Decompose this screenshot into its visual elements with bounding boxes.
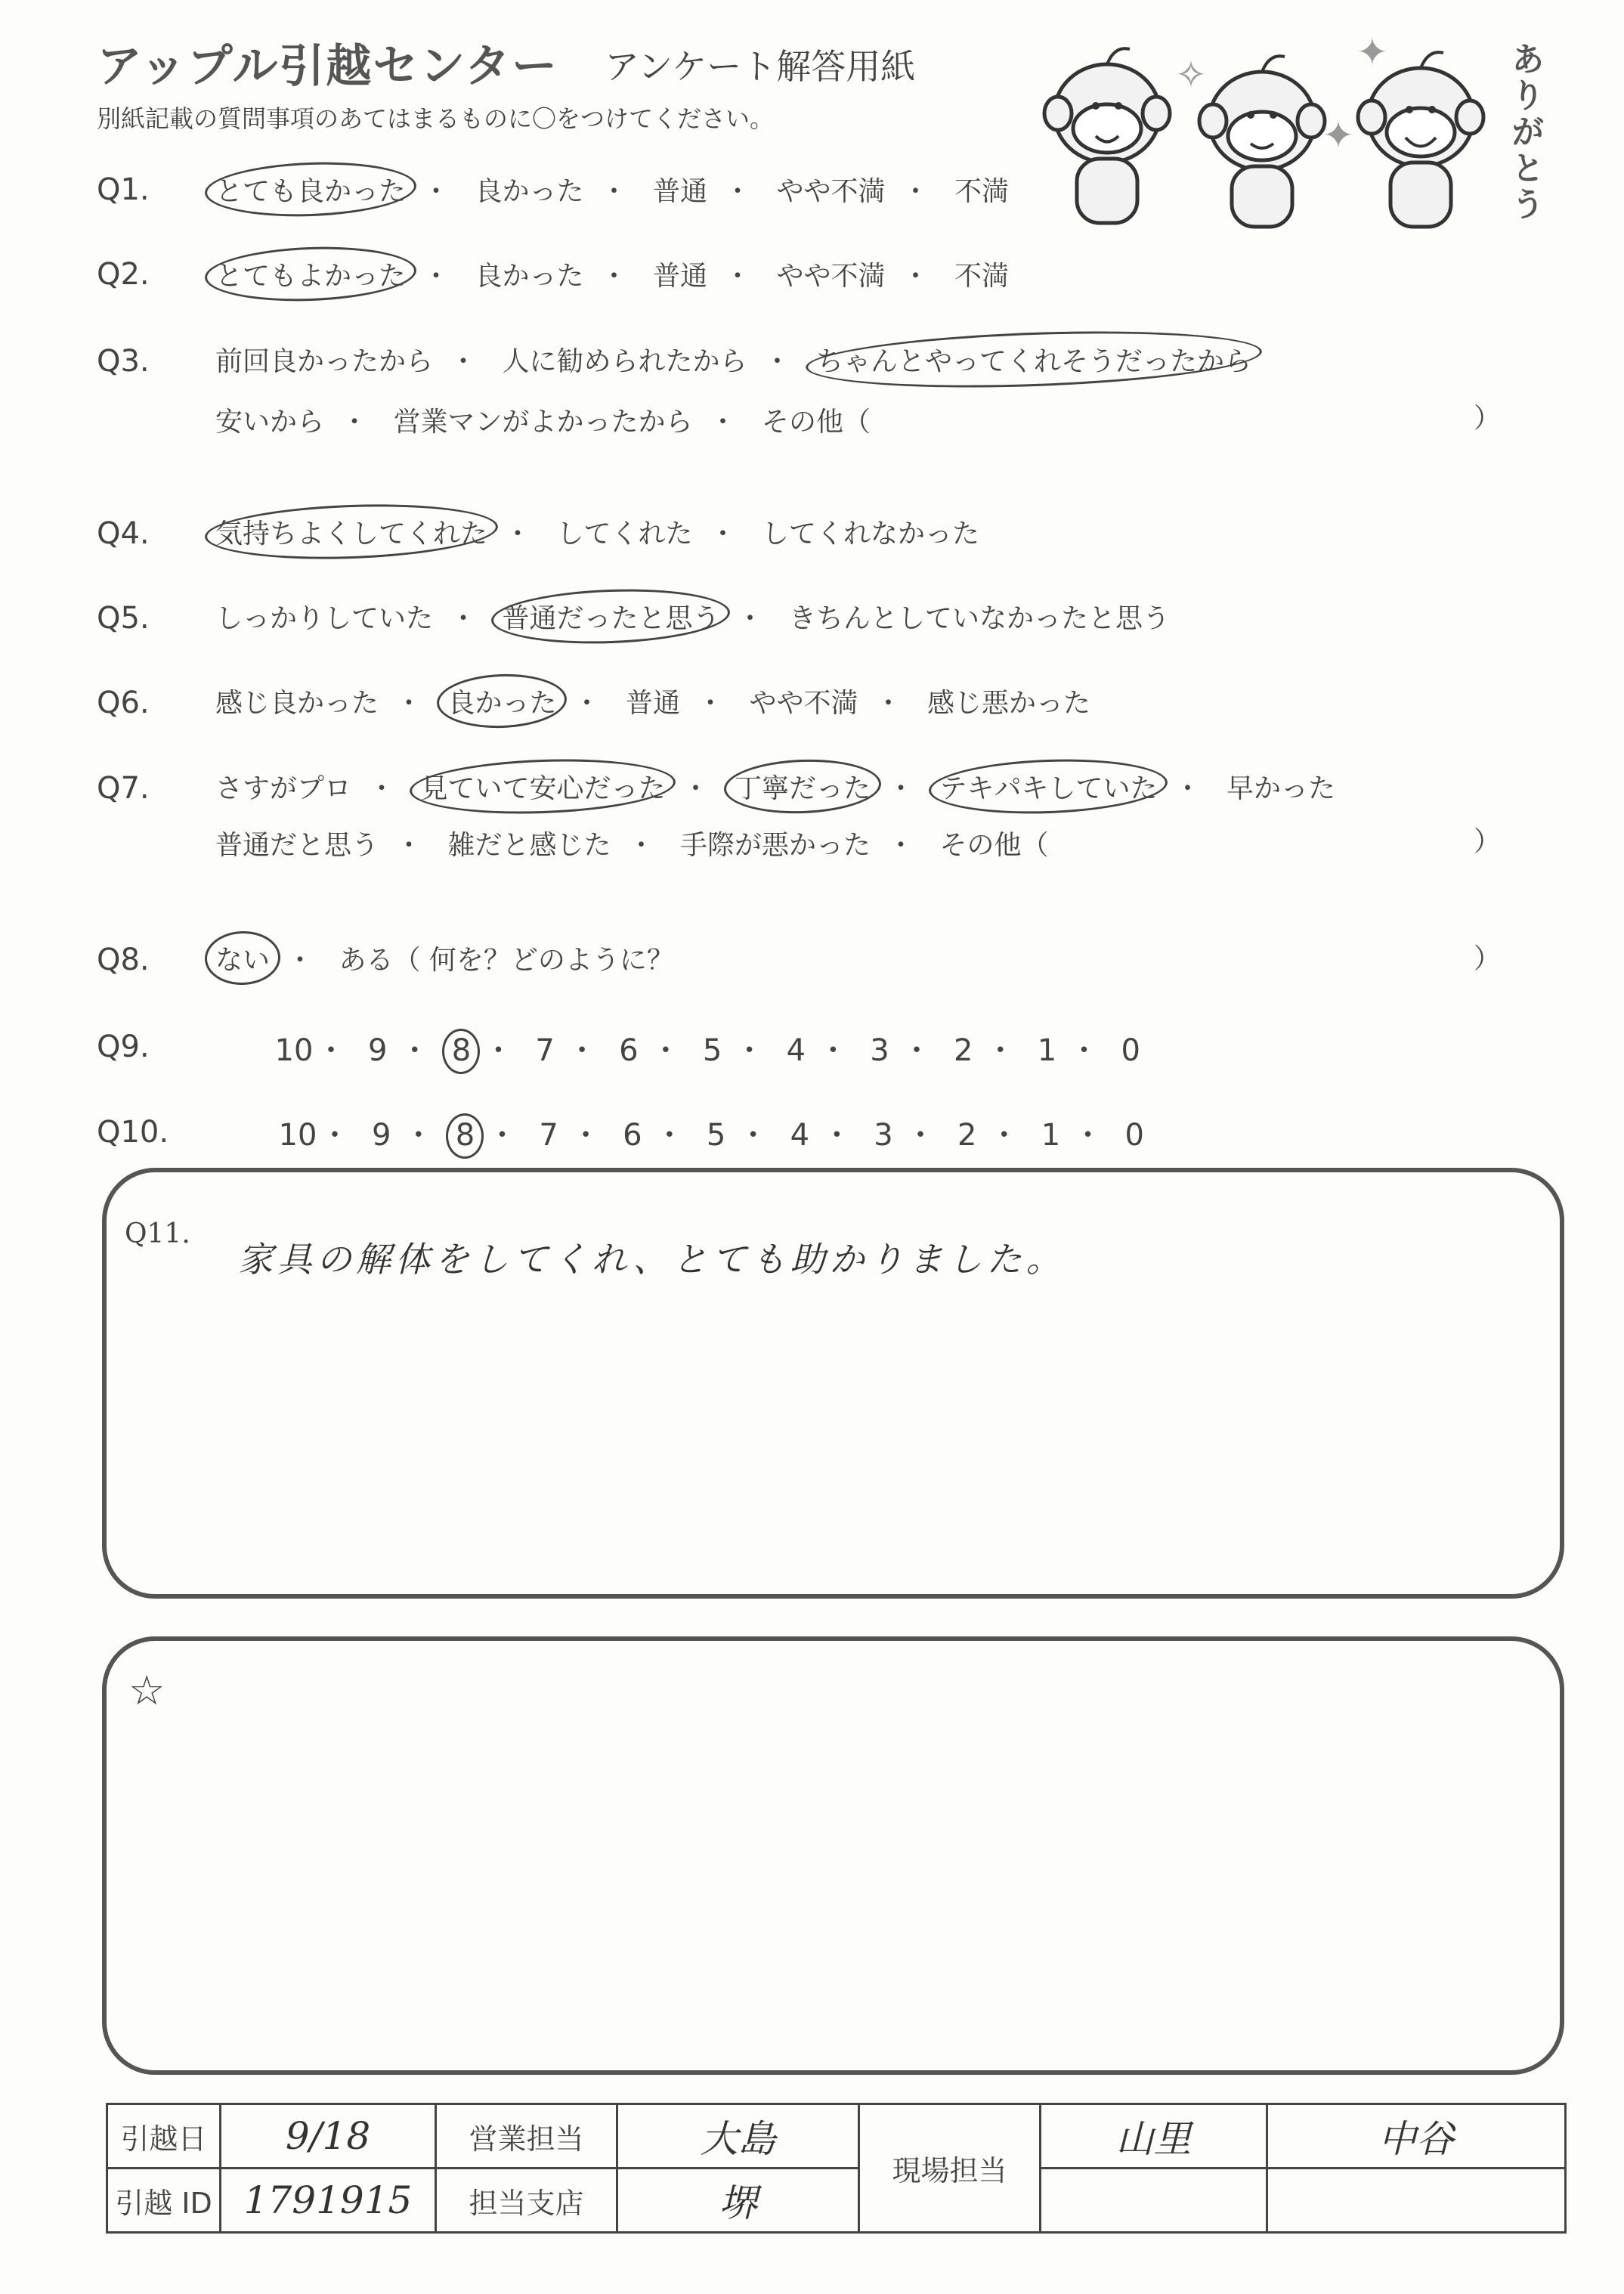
q11-label: Q11.: [125, 1218, 190, 1249]
q3-option-selected[interactable]: ちゃんとやってくれそうだったから: [816, 340, 1251, 379]
move-id-label: 引越 ID: [107, 2169, 221, 2233]
q3-paren-close: ）: [1474, 403, 1502, 434]
q2-option[interactable]: 普通: [652, 261, 707, 292]
star-icon: ☆: [128, 1667, 165, 1714]
mascot-illustration: [1035, 30, 1496, 234]
q10-score[interactable]: 10: [278, 1118, 317, 1153]
q6-option[interactable]: 普通: [625, 688, 680, 719]
q10-score-selected[interactable]: 8: [443, 1118, 487, 1153]
q1-option[interactable]: 良かった: [475, 176, 584, 207]
q11-answer: 家具の解体をしてくれ、とても助かりました。: [238, 1239, 1066, 1280]
q9-score[interactable]: 10: [274, 1033, 314, 1068]
q3-option[interactable]: 前回良かったから: [215, 346, 434, 377]
q10-score[interactable]: 1: [1041, 1118, 1061, 1153]
q5-label: Q5.: [97, 601, 150, 636]
info-table: [106, 2103, 1567, 2234]
free-comment-box[interactable]: [102, 1636, 1564, 2075]
q2-label: Q2.: [97, 257, 150, 292]
move-id-value[interactable]: 1791915: [221, 2169, 436, 2233]
q1-label: Q1.: [97, 172, 150, 207]
q4-options: 気持ちよくしてくれた ・ してくれた ・ してくれなかった: [215, 512, 979, 551]
sparkle-icon: ✧: [1175, 53, 1207, 97]
q4-option-selected[interactable]: 気持ちよくしてくれた: [215, 512, 487, 551]
mascot-caption: ありがとう: [1505, 42, 1544, 223]
instruction-text: 別紙記載の質問事項のあてはまるものに〇をつけてください。: [97, 104, 775, 133]
q3-options-line2: 安いから ・ 営業マンがよかったから ・ その他（: [215, 401, 871, 439]
q3-option[interactable]: 営業マンがよかったから: [393, 407, 693, 438]
q10-scale: 10・ 9 ・ 8 ・ 7 ・ 6 ・ 5 ・ 4 ・ 3 ・ 2 ・ 1 ・ 0: [276, 1111, 1156, 1154]
q7-option[interactable]: さすがプロ: [215, 773, 352, 804]
q8-paren-close: ）: [1474, 943, 1502, 974]
q4-option[interactable]: してくれた: [556, 519, 693, 550]
q7-option-selected[interactable]: 見ていて安心だった: [420, 767, 665, 806]
q8-option-selected[interactable]: ない: [215, 939, 270, 977]
q6-label: Q6.: [97, 686, 150, 720]
q3-option[interactable]: 人に勧められたから: [502, 346, 747, 377]
q7-option[interactable]: 早かった: [1226, 773, 1335, 804]
q7-option[interactable]: 雑だと感じた: [447, 830, 611, 861]
sparkle-icon: ✦: [1322, 113, 1354, 157]
move-date-value[interactable]: 9/18: [221, 2104, 436, 2169]
q10-score[interactable]: 3: [874, 1118, 893, 1153]
q6-option-selected[interactable]: 良かった: [447, 682, 556, 720]
site-staff-empty-cell[interactable]: [1041, 2169, 1267, 2233]
q10-score[interactable]: 2: [957, 1118, 977, 1153]
form-subtitle: アンケート解答用紙: [605, 46, 916, 87]
q7-option[interactable]: 普通だと思う: [215, 830, 379, 861]
q2-options: とてもよかった ・ 良かった ・ 普通 ・ やや不満 ・ 不満: [215, 255, 1009, 293]
q8-label: Q8.: [97, 943, 150, 977]
site-staff-label: 現場担当: [859, 2104, 1041, 2233]
q1-option[interactable]: やや不満: [776, 176, 886, 207]
q5-option[interactable]: しっかりしていた: [215, 603, 434, 634]
q10-score[interactable]: 4: [790, 1118, 810, 1153]
q10-score[interactable]: 9: [371, 1118, 391, 1153]
q2-option-selected[interactable]: とてもよかった: [215, 255, 406, 293]
q1-option[interactable]: 普通: [652, 176, 707, 207]
branch-label: 担当支店: [436, 2169, 617, 2233]
q7-option-selected[interactable]: 丁寧だった: [735, 767, 871, 806]
q8-options: ない ・ ある（ 何を？どのように？: [215, 939, 674, 977]
q3-options-line1: 前回良かったから ・ 人に勧められたから ・ ちゃんとやってくれそうだったから: [215, 340, 1251, 379]
q10-score[interactable]: 6: [623, 1118, 642, 1153]
q6-option[interactable]: 感じ良かった: [215, 688, 379, 719]
q7-label: Q7.: [97, 771, 150, 806]
q3-option[interactable]: 安いから: [215, 407, 325, 438]
sparkle-icon: ✦: [1356, 30, 1388, 74]
q9-score[interactable]: 6: [619, 1033, 639, 1068]
q7-options-line1: さすがプロ ・ 見ていて安心だった ・ 丁寧だった ・ テキパキしていた ・ 早かった: [215, 767, 1335, 806]
q9-score[interactable]: 4: [786, 1033, 806, 1068]
q3-label: Q3.: [97, 344, 150, 379]
q10-label: Q10.: [97, 1115, 169, 1150]
q7-paren-close: ）: [1474, 826, 1502, 857]
q7-option-selected[interactable]: テキパキしていた: [939, 767, 1157, 806]
q9-score[interactable]: 7: [535, 1033, 555, 1068]
q6-option[interactable]: 感じ悪かった: [926, 688, 1090, 719]
q10-score[interactable]: 5: [706, 1118, 726, 1153]
q6-options: 感じ良かった ・ 良かった ・ 普通 ・ やや不満 ・ 感じ悪かった: [215, 682, 1090, 720]
q4-option[interactable]: してくれなかった: [761, 519, 979, 550]
q9-score[interactable]: 9: [367, 1033, 388, 1068]
move-date-label: 引越日: [107, 2104, 221, 2169]
q1-options: とても良かった ・ 良かった ・ 普通 ・ やや不満 ・ 不満: [215, 170, 1009, 209]
q9-score[interactable]: 1: [1037, 1033, 1057, 1068]
q7-option[interactable]: 手際が悪かった: [679, 830, 871, 861]
q10-score[interactable]: 0: [1124, 1118, 1144, 1153]
q2-option[interactable]: 良かった: [475, 261, 584, 292]
branch-value[interactable]: 堺: [617, 2169, 859, 2233]
q9-score[interactable]: 0: [1121, 1033, 1140, 1068]
q1-option[interactable]: 不満: [954, 176, 1009, 207]
q5-options: しっかりしていた ・ 普通だったと思う ・ きちんとしていなかったと思う: [215, 597, 1170, 636]
q7-option-other[interactable]: その他（: [939, 830, 1049, 861]
q8-option[interactable]: ある（ 何を？どのように？: [339, 945, 674, 976]
q9-score-selected[interactable]: 8: [439, 1033, 483, 1068]
q5-option-selected[interactable]: 普通だったと思う: [502, 597, 719, 636]
form-title: アップル引越センター: [97, 40, 558, 93]
sales-value[interactable]: 大島: [617, 2104, 859, 2169]
q9-score[interactable]: 2: [954, 1033, 973, 1068]
q9-scale: 10・ 9 ・ 8 ・ 7 ・ 6 ・ 5 ・ 4 ・ 3 ・ 2 ・ 1 ・ 0: [272, 1026, 1152, 1070]
q2-option[interactable]: やや不満: [776, 261, 886, 292]
q9-score[interactable]: 3: [870, 1033, 889, 1068]
site-staff-2[interactable]: 中谷: [1267, 2104, 1566, 2169]
q10-score[interactable]: 7: [539, 1118, 558, 1153]
sales-label: 営業担当: [436, 2104, 617, 2169]
q9-score[interactable]: 5: [702, 1033, 722, 1068]
q4-label: Q4.: [97, 516, 150, 551]
q1-option-selected[interactable]: とても良かった: [215, 170, 406, 209]
q2-option[interactable]: 不満: [954, 261, 1009, 292]
q3-option-other[interactable]: その他（: [761, 407, 871, 438]
q7-options-line2: 普通だと思う ・ 雑だと感じた ・ 手際が悪かった ・ その他（: [215, 824, 1048, 862]
q5-option[interactable]: きちんとしていなかったと思う: [788, 603, 1170, 634]
site-staff-empty-cell[interactable]: [1267, 2169, 1566, 2233]
q6-option[interactable]: やや不満: [749, 688, 858, 719]
q9-label: Q9.: [97, 1029, 150, 1064]
site-staff-1[interactable]: 山里: [1041, 2104, 1267, 2169]
